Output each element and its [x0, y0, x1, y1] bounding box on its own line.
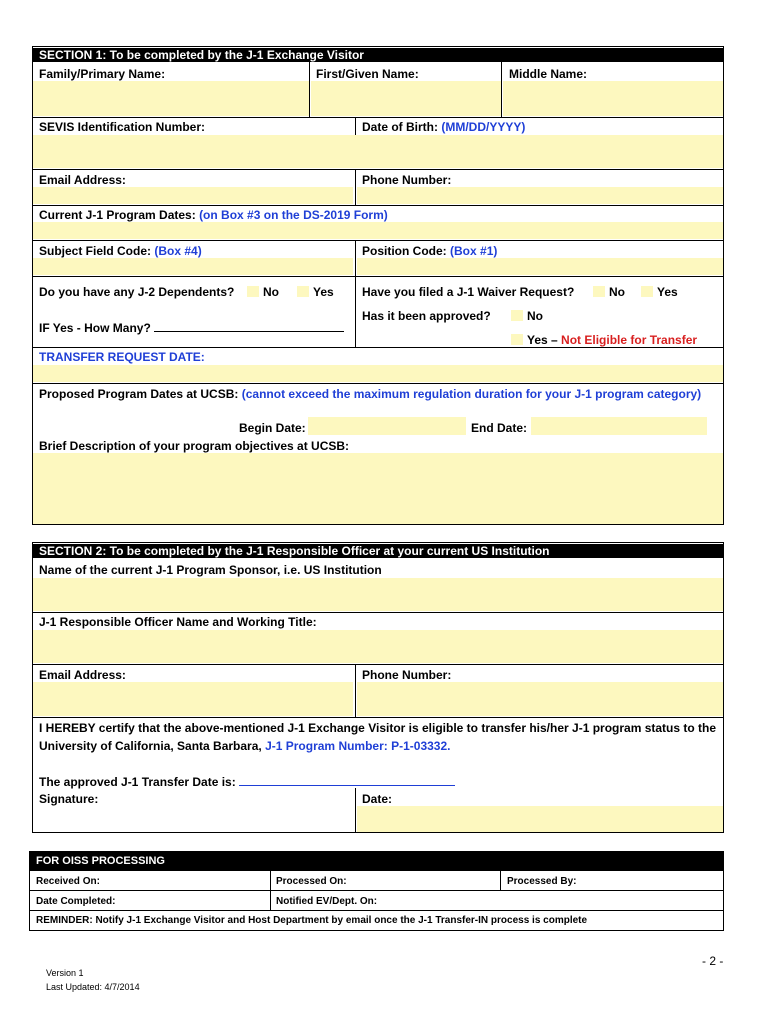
how-many-field[interactable] — [154, 319, 344, 332]
j2-yes-option[interactable]: Yes — [297, 285, 334, 299]
subject-code-field[interactable] — [33, 258, 353, 275]
waiver-yes-option[interactable]: Yes — [641, 285, 678, 299]
position-code-hint: (Box #1) — [450, 244, 498, 258]
approved-date-label: The approved J-1 Transfer Date is: — [39, 773, 455, 789]
program-dates-label: Current J-1 Program Dates: (on Box #3 on the DS-2019 Form) — [39, 208, 388, 222]
signature-label: Signature: — [39, 792, 99, 806]
phone-field[interactable] — [357, 187, 723, 204]
certify-line1: I HEREBY certify that the above-mentioned J-1 Exchange Visitor is eligible to transfer his/her J-1 program status to the — [39, 721, 717, 735]
family-name-field[interactable] — [33, 81, 309, 116]
not-eligible-text: Not Eligible for Transfer — [561, 333, 698, 347]
waiver-question: Have you filed a J-1 Waiver Request? — [362, 285, 575, 299]
sponsor-label: Name of the current J-1 Program Sponsor, i.e. US Institution — [39, 563, 382, 577]
email-label: Email Address: — [39, 173, 126, 187]
position-code-label: Position Code: (Box #1) — [362, 244, 498, 258]
dob-label: Date of Birth: (MM/DD/YYYY) — [362, 120, 526, 134]
waiver-no-option[interactable]: No — [593, 285, 625, 299]
processed-by-label: Processed By: — [507, 876, 577, 887]
approved-question: Has it been approved? — [362, 309, 491, 323]
j2-yes-checkbox[interactable] — [297, 286, 309, 297]
program-number: J-1 Program Number: P-1-03332. — [265, 739, 451, 753]
signature-date-field[interactable] — [357, 806, 723, 832]
approved-yes-checkbox[interactable] — [511, 334, 523, 345]
first-name-label: First/Given Name: — [316, 67, 419, 81]
officer-field[interactable] — [33, 630, 723, 663]
reminder-text: REMINDER: Notify J-1 Exchange Visitor and Host Department by email once the J-1 Transfer-IN process is complete — [36, 915, 588, 926]
approved-date-field[interactable] — [239, 773, 455, 786]
officer-email-field[interactable] — [33, 682, 353, 716]
notified-label: Notified EV/Dept. On: — [276, 896, 378, 907]
end-date-field[interactable] — [531, 417, 707, 435]
waiver-yes-checkbox[interactable] — [641, 286, 653, 297]
processed-on-label: Processed On: — [276, 876, 347, 887]
transfer-request-date-field[interactable] — [33, 365, 723, 382]
section1-header: SECTION 1: To be completed by the J-1 Exchange Visitor — [32, 48, 724, 62]
sponsor-field[interactable] — [33, 578, 723, 611]
email-field[interactable] — [33, 187, 353, 204]
officer-phone-label: Phone Number: — [362, 668, 452, 682]
subject-code-hint: (Box #4) — [154, 244, 202, 258]
program-dates-field[interactable] — [33, 222, 723, 239]
objectives-field[interactable] — [33, 453, 723, 524]
end-date-label: End Date: — [471, 421, 528, 435]
approved-no-checkbox[interactable] — [511, 310, 523, 321]
version-text: Version 1 — [46, 968, 84, 978]
oiss-header: FOR OISS PROCESSING — [29, 852, 724, 870]
page-number: - 2 - — [702, 954, 724, 968]
date-completed-label: Date Completed: — [36, 896, 116, 907]
officer-label: J-1 Responsible Officer Name and Working Title: — [39, 615, 317, 629]
proposed-dates-hint: (cannot exceed the maximum regulation duration for your J-1 program category) — [241, 387, 702, 401]
objectives-label: Brief Description of your program objectives at UCSB: — [39, 439, 350, 453]
subject-code-label: Subject Field Code: (Box #4) — [39, 244, 202, 258]
dob-hint: (MM/DD/YYYY) — [441, 120, 526, 134]
family-name-label: Family/Primary Name: — [39, 67, 166, 81]
approved-yes-option[interactable]: Yes – Not Eligible for Transfer — [511, 333, 697, 347]
begin-date-label: Begin Date: — [239, 421, 306, 435]
position-code-field[interactable] — [357, 258, 723, 275]
received-on-label: Received On: — [36, 876, 100, 887]
middle-name-field[interactable] — [503, 81, 723, 116]
sevis-label: SEVIS Identification Number: — [39, 120, 206, 134]
section2-header: SECTION 2: To be completed by the J-1 Responsible Officer at your current US Institution — [32, 544, 724, 558]
begin-date-field[interactable] — [308, 417, 466, 435]
signature-date-label: Date: — [362, 792, 393, 806]
waiver-no-checkbox[interactable] — [593, 286, 605, 297]
transfer-request-date-label: TRANSFER REQUEST DATE: — [39, 350, 205, 364]
j2-no-checkbox[interactable] — [247, 286, 259, 297]
last-updated-text: Last Updated: 4/7/2014 — [46, 982, 140, 992]
officer-email-label: Email Address: — [39, 668, 126, 682]
certify-line2: University of California, Santa Barbara, J-1 Program Number: P-1-03332. — [39, 739, 451, 753]
officer-phone-field[interactable] — [357, 682, 723, 716]
approved-no-option[interactable]: No — [511, 309, 543, 323]
program-dates-hint: (on Box #3 on the DS-2019 Form) — [199, 208, 388, 222]
phone-label: Phone Number: — [362, 173, 452, 187]
how-many-label: IF Yes - How Many? — [39, 319, 344, 335]
sevis-field[interactable] — [33, 135, 723, 168]
j2-question: Do you have any J-2 Dependents? — [39, 285, 235, 299]
middle-name-label: Middle Name: — [509, 67, 588, 81]
j2-no-option[interactable]: No — [247, 285, 279, 299]
first-name-field[interactable] — [311, 81, 501, 116]
proposed-dates-label: Proposed Program Dates at UCSB: (cannot exceed the maximum regulation duration for your J-1 program category) — [39, 387, 702, 401]
